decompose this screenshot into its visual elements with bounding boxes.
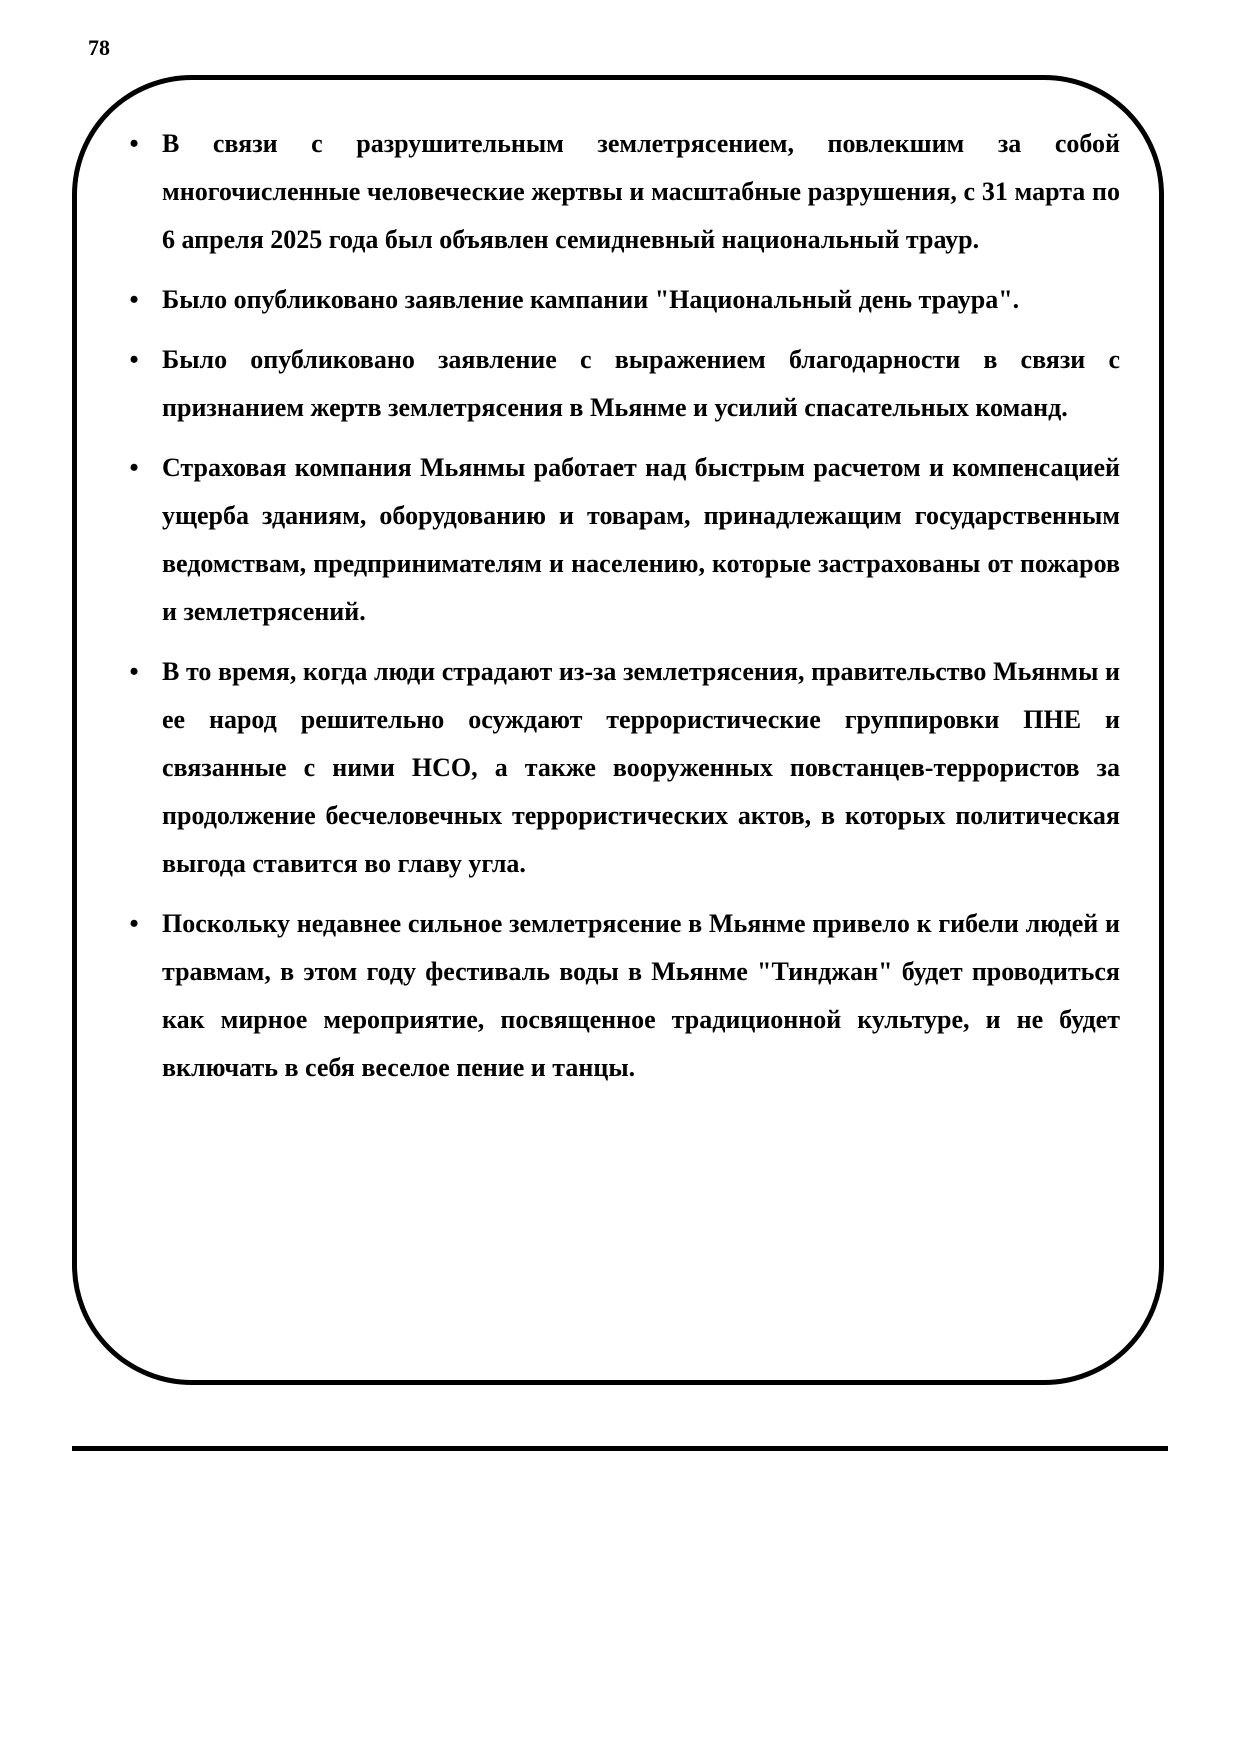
list-item bbox=[120, 276, 1120, 324]
list-item bbox=[120, 336, 1120, 432]
list-item bbox=[120, 120, 1120, 264]
list-item bbox=[120, 444, 1120, 636]
list-item-text: В связи с разрушительным землетрясением, повлекшим за собой многочисленные человеческие жертвы и масштабные разрушения, с 31 марта по 6 апреля 2025 года был объявлен семидневный национальный траур. bbox=[162, 129, 1120, 254]
list-item-text: Было опубликовано заявление кампании "Национальный день траура". bbox=[162, 285, 1020, 314]
bullet-list bbox=[120, 120, 1120, 1104]
bullet-icon: • bbox=[129, 285, 139, 314]
page-number: 78 bbox=[88, 35, 110, 60]
bullet-icon: • bbox=[129, 453, 139, 482]
list-item bbox=[120, 648, 1120, 888]
bullet-icon: • bbox=[129, 129, 139, 158]
bullet-icon: • bbox=[129, 909, 139, 938]
bullet-icon: • bbox=[129, 657, 139, 686]
list-item-text: В то время, когда люди страдают из-за землетрясения, правительство Мьянмы и ее народ решительно осуждают террористические группировки ПНЕ и связанные с ними НСО, а также вооруженных повстанцев-террористов за продолжение бесчеловечных террористических актов, в которых политическая выгода ставится во главу угла. bbox=[162, 657, 1120, 878]
horizontal-divider bbox=[72, 1446, 1168, 1451]
list-item-text: Было опубликовано заявление с выражением благодарности в связи с признанием жертв землетрясения в Мьянме и усилий спасательных команд. bbox=[162, 345, 1120, 422]
bullet-icon: • bbox=[129, 345, 139, 374]
list-item-text: Поскольку недавнее сильное землетрясение в Мьянме привело к гибели людей и травмам, в этом году фестиваль воды в Мьянме "Тинджан" будет проводиться как мирное мероприятие, посвященное традиционной культуре, и не будет включать в себя веселое пение и танцы. bbox=[162, 909, 1120, 1082]
list-item-text: Страховая компания Мьянмы работает над быстрым расчетом и компенсацией ущерба зданиям, оборудованию и товарам, принадлежащим государственным ведомствам, предпринимателям и населению, которые застрахованы от пожаров и землетрясений. bbox=[162, 453, 1120, 626]
list-item bbox=[120, 900, 1120, 1092]
